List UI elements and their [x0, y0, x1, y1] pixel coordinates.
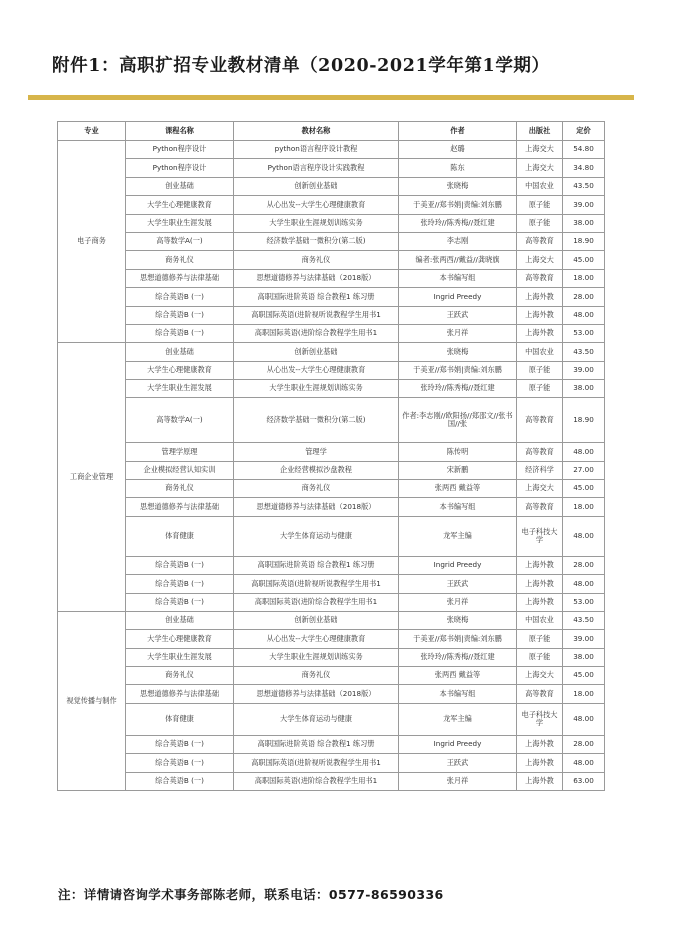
course-cell: 大学生心理健康教育 — [126, 196, 234, 214]
textbook-cell: 高职国际英语(进阶综合教程学生用书1 — [234, 324, 399, 342]
course-cell: 综合英语B (一) — [126, 772, 234, 790]
author-cell: 张玲玲//陈秀梅//聂红建 — [399, 380, 517, 398]
table-row — [58, 251, 605, 269]
price-cell: 39.00 — [563, 361, 605, 379]
publisher-cell: 上海外教 — [517, 556, 563, 574]
course-cell: 大学生心理健康教育 — [126, 630, 234, 648]
course-cell: 综合英语B (一) — [126, 556, 234, 574]
price-cell: 45.00 — [563, 251, 605, 269]
publisher-cell: 原子能 — [517, 196, 563, 214]
textbook-cell: 高职国际进阶英语 综合教程1 练习册 — [234, 556, 399, 574]
price-cell: 28.00 — [563, 556, 605, 574]
textbook-cell: 创新创业基础 — [234, 177, 399, 195]
price-cell: 39.00 — [563, 630, 605, 648]
course-cell: 综合英语B (一) — [126, 288, 234, 306]
course-cell: 创业基础 — [126, 177, 234, 195]
table-row — [58, 611, 605, 629]
price-cell: 34.80 — [563, 159, 605, 177]
table-row — [58, 141, 605, 159]
author-cell: 龙军主编 — [399, 703, 517, 735]
publisher-cell: 高等教育 — [517, 443, 563, 461]
author-cell: 本书编写组 — [399, 498, 517, 516]
author-cell: Ingrid Preedy — [399, 556, 517, 574]
author-cell: 王跃武 — [399, 575, 517, 593]
price-cell: 18.00 — [563, 269, 605, 287]
price-cell: 18.00 — [563, 498, 605, 516]
author-cell: 李志刚 — [399, 232, 517, 250]
textbook-cell: 高职国际进阶英语 综合教程1 练习册 — [234, 735, 399, 753]
price-cell: 53.00 — [563, 593, 605, 611]
textbook-cell: 高职国际英语(进阶视听说教程学生用书1 — [234, 754, 399, 772]
author-cell: 张晓梅 — [399, 177, 517, 195]
price-cell: 48.00 — [563, 516, 605, 556]
table-row — [58, 575, 605, 593]
author-cell: 于美亚//郑书娟|责编:刘东鹏 — [399, 196, 517, 214]
table-row — [58, 380, 605, 398]
publisher-cell: 上海外教 — [517, 593, 563, 611]
textbook-cell: 思想道德修养与法律基础（2018版） — [234, 685, 399, 703]
course-cell: 商务礼仪 — [126, 251, 234, 269]
price-cell: 28.00 — [563, 288, 605, 306]
table-row — [58, 685, 605, 703]
publisher-cell: 上海外教 — [517, 288, 563, 306]
header-price: 定价 — [563, 122, 605, 141]
publisher-cell: 上海外教 — [517, 324, 563, 342]
textbook-cell: 商务礼仪 — [234, 479, 399, 497]
price-cell: 53.00 — [563, 324, 605, 342]
publisher-cell: 中国农业 — [517, 343, 563, 361]
textbook-cell: 经济数学基础一微积分(第二版) — [234, 232, 399, 250]
publisher-cell: 原子能 — [517, 214, 563, 232]
author-cell: 龙军主编 — [399, 516, 517, 556]
table-row — [58, 343, 605, 361]
textbook-cell: 高职国际英语(进阶综合教程学生用书1 — [234, 772, 399, 790]
publisher-cell: 原子能 — [517, 630, 563, 648]
course-cell: 大学生职业生涯发展 — [126, 214, 234, 232]
table-row — [58, 479, 605, 497]
course-cell: 思想道德修养与法律基础 — [126, 498, 234, 516]
course-cell: 管理学原理 — [126, 443, 234, 461]
publisher-cell: 上海交大 — [517, 479, 563, 497]
publisher-cell: 高等教育 — [517, 685, 563, 703]
table-row — [58, 306, 605, 324]
textbook-cell: 商务礼仪 — [234, 667, 399, 685]
textbook-cell: 高职国际英语(进阶视听说教程学生用书1 — [234, 306, 399, 324]
price-cell: 54.80 — [563, 141, 605, 159]
publisher-cell: 电子科技大学 — [517, 703, 563, 735]
table-row — [58, 177, 605, 195]
contact-note: 注：详情请咨询学术事务部陈老师，联系电话：0577-86590336 — [58, 887, 444, 902]
publisher-cell: 上海外教 — [517, 735, 563, 753]
author-cell: 赵璐 — [399, 141, 517, 159]
publisher-cell: 高等教育 — [517, 232, 563, 250]
table-row — [58, 461, 605, 479]
table-row — [58, 324, 605, 342]
table-row — [58, 443, 605, 461]
textbook-table-wrapper — [57, 121, 604, 791]
textbook-cell: 高职国际进阶英语 综合教程1 练习册 — [234, 288, 399, 306]
course-cell: 综合英语B (一) — [126, 575, 234, 593]
publisher-cell: 原子能 — [517, 361, 563, 379]
author-cell: 宋新鹏 — [399, 461, 517, 479]
publisher-cell: 原子能 — [517, 380, 563, 398]
textbook-cell: 商务礼仪 — [234, 251, 399, 269]
table-body — [58, 141, 605, 791]
table-row — [58, 556, 605, 574]
table-row — [58, 703, 605, 735]
price-cell: 18.90 — [563, 398, 605, 443]
textbook-cell: 高职国际英语(进阶视听说教程学生用书1 — [234, 575, 399, 593]
course-cell: 大学生职业生涯发展 — [126, 380, 234, 398]
author-cell: 于美亚//郑书娟|责编:刘东鹏 — [399, 630, 517, 648]
price-cell: 48.00 — [563, 306, 605, 324]
price-cell: 48.00 — [563, 703, 605, 735]
price-cell: 43.50 — [563, 611, 605, 629]
publisher-cell: 高等教育 — [517, 498, 563, 516]
major-cell: 电子商务 — [58, 141, 126, 343]
author-cell: Ingrid Preedy — [399, 288, 517, 306]
table-row — [58, 630, 605, 648]
price-cell: 27.00 — [563, 461, 605, 479]
textbook-cell: 从心出发--大学生心理健康教育 — [234, 196, 399, 214]
table-row — [58, 232, 605, 250]
textbook-cell: 创新创业基础 — [234, 343, 399, 361]
price-cell: 28.00 — [563, 735, 605, 753]
publisher-cell: 上海交大 — [517, 159, 563, 177]
course-cell: 商务礼仪 — [126, 667, 234, 685]
textbook-cell: 高职国际英语(进阶综合教程学生用书1 — [234, 593, 399, 611]
author-cell: Ingrid Preedy — [399, 735, 517, 753]
course-cell: 综合英语B (一) — [126, 735, 234, 753]
author-cell: 张月祥 — [399, 593, 517, 611]
course-cell: 思想道德修养与法律基础 — [126, 269, 234, 287]
price-cell: 39.00 — [563, 196, 605, 214]
title-underline — [28, 95, 634, 100]
header-course: 课程名称 — [126, 122, 234, 141]
publisher-cell: 上海外教 — [517, 754, 563, 772]
course-cell: 企业模拟经营认知实训 — [126, 461, 234, 479]
course-cell: 体育健康 — [126, 703, 234, 735]
table-row — [58, 735, 605, 753]
author-cell: 张玲玲//陈秀梅//聂红建 — [399, 648, 517, 666]
table-row — [58, 498, 605, 516]
table-row — [58, 667, 605, 685]
price-cell: 43.50 — [563, 177, 605, 195]
price-cell: 43.50 — [563, 343, 605, 361]
course-cell: 高等数学A(一) — [126, 232, 234, 250]
textbook-cell: 思想道德修养与法律基础（2018版） — [234, 269, 399, 287]
course-cell: Python程序设计 — [126, 159, 234, 177]
course-cell: 综合英语B (一) — [126, 754, 234, 772]
table-row — [58, 516, 605, 556]
price-cell: 38.00 — [563, 648, 605, 666]
header-major: 专业 — [58, 122, 126, 141]
course-cell: 思想道德修养与法律基础 — [126, 685, 234, 703]
textbook-cell: 企业经营模拟沙盘教程 — [234, 461, 399, 479]
publisher-cell: 高等教育 — [517, 269, 563, 287]
author-cell: 本书编写组 — [399, 685, 517, 703]
publisher-cell: 中国农业 — [517, 611, 563, 629]
author-cell: 陈传明 — [399, 443, 517, 461]
major-cell: 视觉传播与制作 — [58, 611, 126, 790]
price-cell: 48.00 — [563, 575, 605, 593]
course-cell: 创业基础 — [126, 343, 234, 361]
header-author: 作者 — [399, 122, 517, 141]
page-title: 附件1：高职扩招专业教材清单（2020-2021学年第1学期） — [52, 56, 550, 76]
author-cell: 编者:张两西//戴益//龚晓旗 — [399, 251, 517, 269]
publisher-cell: 高等教育 — [517, 398, 563, 443]
course-cell: 创业基础 — [126, 611, 234, 629]
publisher-cell: 上海外教 — [517, 772, 563, 790]
table-row — [58, 269, 605, 287]
course-cell: 大学生心理健康教育 — [126, 361, 234, 379]
author-cell: 张晓梅 — [399, 343, 517, 361]
author-cell: 张月祥 — [399, 324, 517, 342]
table-row — [58, 648, 605, 666]
header-publisher: 出版社 — [517, 122, 563, 141]
publisher-cell: 上海外教 — [517, 306, 563, 324]
table-row — [58, 593, 605, 611]
header-textbook: 教材名称 — [234, 122, 399, 141]
course-cell: 高等数学A(一) — [126, 398, 234, 443]
table-header-row — [58, 122, 605, 141]
textbook-cell: 思想道德修养与法律基础（2018版） — [234, 498, 399, 516]
table-row — [58, 288, 605, 306]
price-cell: 45.00 — [563, 479, 605, 497]
author-cell: 王跃武 — [399, 306, 517, 324]
author-cell: 张月祥 — [399, 772, 517, 790]
publisher-cell: 上海交大 — [517, 141, 563, 159]
author-cell: 张两西 戴益等 — [399, 667, 517, 685]
price-cell: 48.00 — [563, 754, 605, 772]
major-cell: 工商企业管理 — [58, 343, 126, 612]
publisher-cell: 原子能 — [517, 648, 563, 666]
textbook-cell: Python语言程序设计实践教程 — [234, 159, 399, 177]
textbook-cell: 大学生职业生涯规划训练实务 — [234, 214, 399, 232]
course-cell: 体育健康 — [126, 516, 234, 556]
publisher-cell: 经济科学 — [517, 461, 563, 479]
price-cell: 48.00 — [563, 443, 605, 461]
author-cell: 陈东 — [399, 159, 517, 177]
price-cell: 63.00 — [563, 772, 605, 790]
price-cell: 38.00 — [563, 380, 605, 398]
table-row — [58, 159, 605, 177]
table-row — [58, 772, 605, 790]
course-cell: 综合英语B (一) — [126, 324, 234, 342]
publisher-cell: 上海交大 — [517, 667, 563, 685]
textbook-cell: python语言程序设计教程 — [234, 141, 399, 159]
textbook-cell: 大学生职业生涯规划训练实务 — [234, 380, 399, 398]
course-cell: 商务礼仪 — [126, 479, 234, 497]
course-cell: Python程序设计 — [126, 141, 234, 159]
price-cell: 38.00 — [563, 214, 605, 232]
author-cell: 张玲玲//陈秀梅//聂红建 — [399, 214, 517, 232]
textbook-cell: 大学生职业生涯规划训练实务 — [234, 648, 399, 666]
table-row — [58, 361, 605, 379]
price-cell: 18.90 — [563, 232, 605, 250]
textbook-cell: 从心出发--大学生心理健康教育 — [234, 361, 399, 379]
table-row — [58, 754, 605, 772]
textbook-cell: 大学生体育运动与健康 — [234, 516, 399, 556]
author-cell: 本书编写组 — [399, 269, 517, 287]
table-row — [58, 398, 605, 443]
price-cell: 18.00 — [563, 685, 605, 703]
publisher-cell: 上海外教 — [517, 575, 563, 593]
course-cell: 综合英语B (一) — [126, 306, 234, 324]
course-cell: 综合英语B (一) — [126, 593, 234, 611]
price-cell: 45.00 — [563, 667, 605, 685]
author-cell: 张晓梅 — [399, 611, 517, 629]
textbook-cell: 管理学 — [234, 443, 399, 461]
author-cell: 王跃武 — [399, 754, 517, 772]
publisher-cell: 中国农业 — [517, 177, 563, 195]
textbook-cell: 从心出发--大学生心理健康教育 — [234, 630, 399, 648]
textbook-table — [57, 121, 605, 791]
textbook-cell: 大学生体育运动与健康 — [234, 703, 399, 735]
author-cell: 作者:李志刚//欧阳扬//郑邵文//张书国//张 — [399, 398, 517, 443]
table-row — [58, 214, 605, 232]
author-cell: 张两西 戴益等 — [399, 479, 517, 497]
publisher-cell: 上海交大 — [517, 251, 563, 269]
table-row — [58, 196, 605, 214]
course-cell: 大学生职业生涯发展 — [126, 648, 234, 666]
textbook-cell: 经济数学基础一微积分(第二版) — [234, 398, 399, 443]
publisher-cell: 电子科技大学 — [517, 516, 563, 556]
textbook-cell: 创新创业基础 — [234, 611, 399, 629]
author-cell: 于美亚//郑书娟|责编:刘东鹏 — [399, 361, 517, 379]
